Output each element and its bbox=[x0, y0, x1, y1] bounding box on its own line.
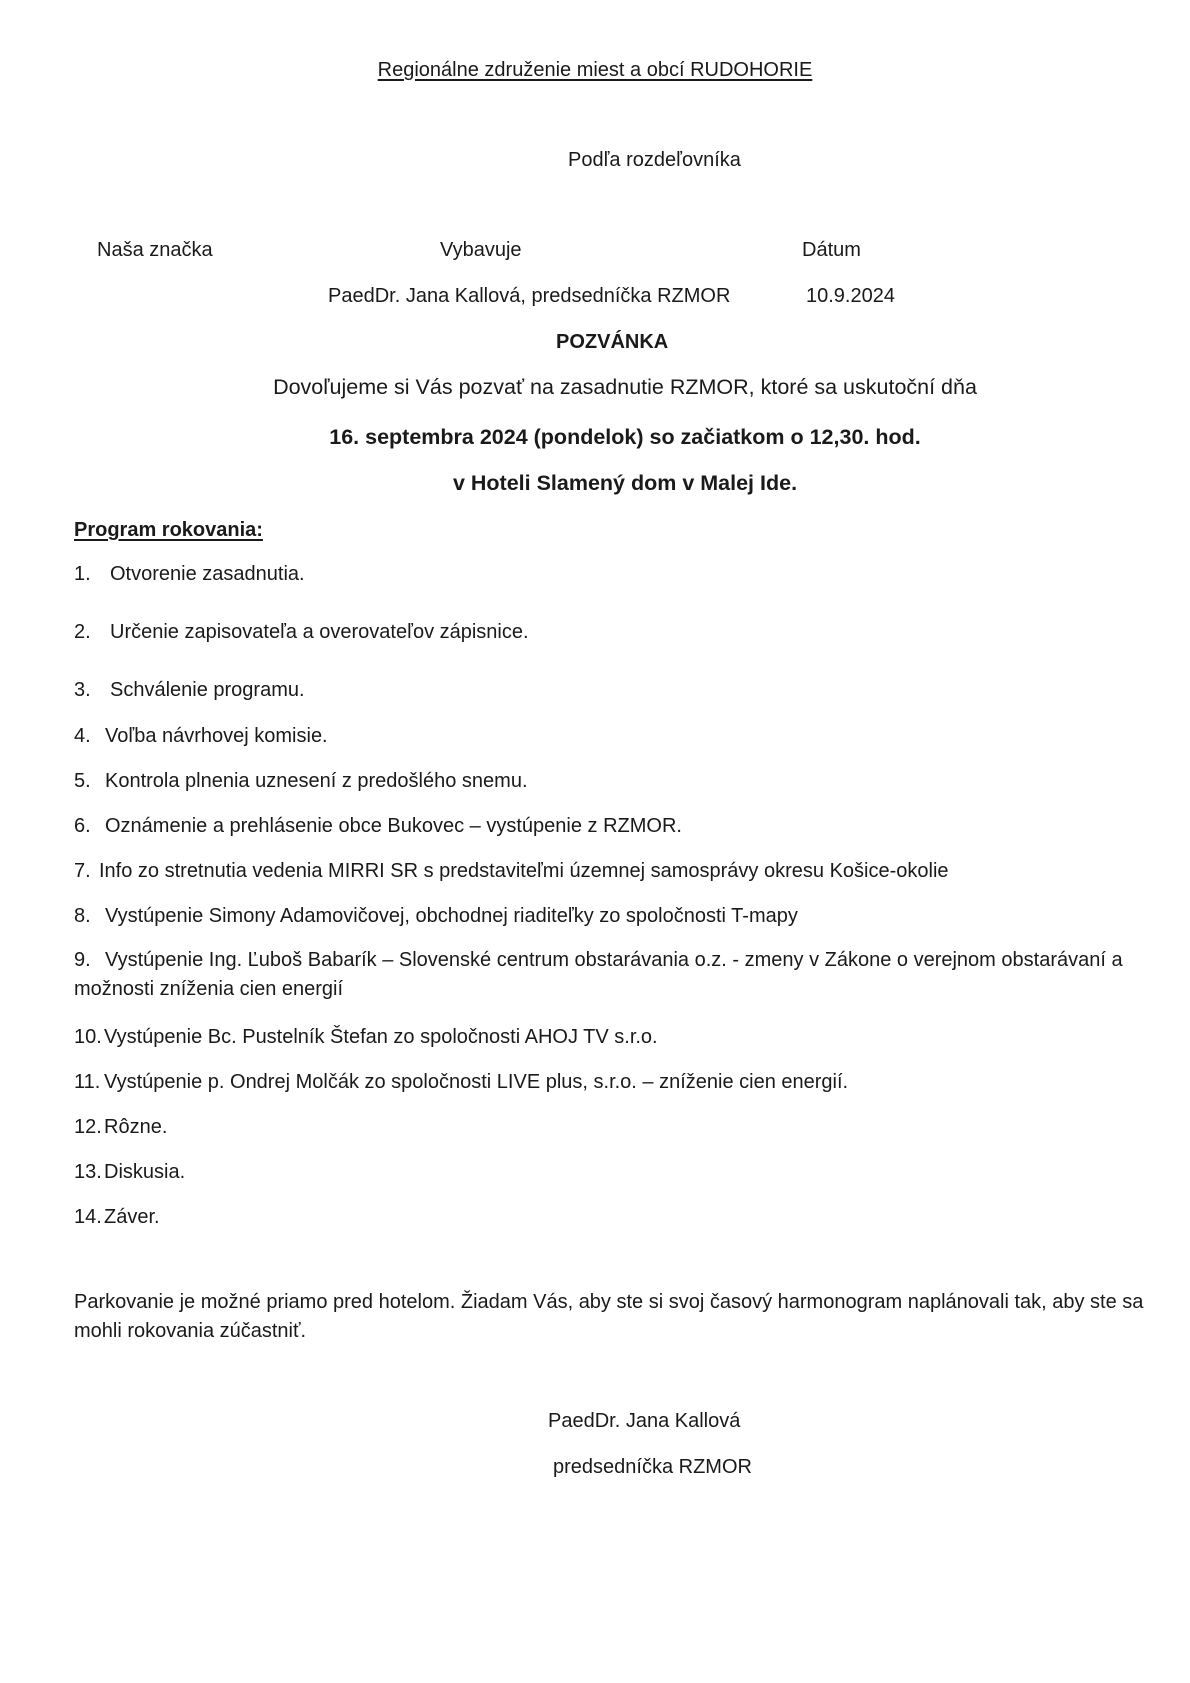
list-item-text: Záver. bbox=[104, 1206, 160, 1228]
list-item bbox=[74, 814, 682, 838]
parking-note: Parkovanie je možné priamo pred hotelom. Žiadam Vás, aby ste si svoj časový harmonogram naplánovali tak, aby ste sa mohli rokovania zúčastniť. bbox=[74, 1291, 1144, 1342]
list-item-number: 11. bbox=[74, 1071, 101, 1093]
list-item bbox=[74, 1160, 185, 1184]
list-item-text: Otvorenie zasadnutia. bbox=[110, 563, 305, 585]
list-item bbox=[74, 562, 305, 586]
list-item-text: Oznámenie a prehlásenie obce Bukovec – vystúpenie z RZMOR. bbox=[105, 815, 682, 837]
list-item-number: 14. bbox=[74, 1206, 102, 1228]
handler-label: Vybavuje bbox=[440, 239, 522, 261]
list-item-text: Určenie zapisovateľa a overovateľov zápisnice. bbox=[110, 621, 529, 643]
program-title: Program rokovania: bbox=[74, 519, 263, 541]
list-item-text: Vystúpenie Ing. Ľuboš Babarík – Slovenské centrum obstarávania o.z. - zmeny v Zákone o verejnom obstarávaní a možnosti zníženia cien energií bbox=[74, 949, 1123, 1000]
date-value: 10.9.2024 bbox=[806, 285, 895, 307]
organization-heading: Regionálne združenie miest a obcí RUDOHORIE bbox=[377, 59, 813, 81]
list-item-text: Rôzne. bbox=[104, 1116, 168, 1138]
list-item-number: 8. bbox=[74, 905, 91, 927]
list-item bbox=[74, 620, 529, 644]
list-item-number: 13. bbox=[74, 1161, 102, 1183]
list-item bbox=[74, 946, 1164, 1004]
list-item-number: 3. bbox=[74, 679, 91, 701]
list-item-text: Vystúpenie p. Ondrej Molčák zo spoločnosti LIVE plus, s.r.o. – zníženie cien energií. bbox=[104, 1071, 849, 1093]
list-item bbox=[74, 1205, 160, 1229]
invitation-place: v Hoteli Slamený dom v Malej Ide. bbox=[452, 471, 798, 495]
list-item bbox=[74, 678, 305, 702]
list-item-number: 1. bbox=[74, 563, 91, 585]
list-item bbox=[74, 724, 328, 748]
list-item-number: 7. bbox=[74, 860, 91, 882]
list-item-text: Kontrola plnenia uznesení z predošlého snemu. bbox=[105, 770, 528, 792]
handler-value: PaedDr. Jana Kallová, predsedníčka RZMOR bbox=[328, 285, 731, 307]
signature-name: PaedDr. Jana Kallová bbox=[548, 1410, 741, 1432]
invitation-intro: Dovoľujeme si Vás pozvať na zasadnutie RZMOR, ktoré sa uskutoční dňa bbox=[273, 375, 977, 399]
recipient-line: Podľa rozdeľovníka bbox=[568, 149, 741, 171]
list-item-text: Diskusia. bbox=[104, 1161, 186, 1183]
list-item-number: 4. bbox=[74, 725, 91, 747]
list-item-number: 5. bbox=[74, 770, 91, 792]
list-item-number: 10. bbox=[74, 1026, 102, 1048]
list-item bbox=[74, 1025, 658, 1049]
list-item bbox=[74, 1070, 848, 1094]
list-item-number: 2. bbox=[74, 621, 91, 643]
list-item-text: Info zo stretnutia vedenia MIRRI SR s predstaviteľmi územnej samosprávy okresu Košice-okolie bbox=[99, 860, 949, 882]
list-item-text: Voľba návrhovej komisie. bbox=[105, 725, 328, 747]
list-item-number: 9. bbox=[74, 949, 91, 971]
list-item-text: Schválenie programu. bbox=[110, 679, 305, 701]
list-item bbox=[74, 859, 949, 883]
ref-label: Naša značka bbox=[97, 239, 213, 261]
list-item bbox=[74, 904, 798, 928]
list-item bbox=[74, 769, 528, 793]
invitation-title: POZVÁNKA bbox=[556, 331, 669, 353]
date-label: Dátum bbox=[802, 239, 861, 261]
invitation-datetime: 16. septembra 2024 (pondelok) so začiatkom o 12,30. hod. bbox=[329, 425, 921, 449]
list-item-number: 6. bbox=[74, 815, 91, 837]
list-item-text: Vystúpenie Simony Adamovičovej, obchodnej riaditeľky zo spoločnosti T-mapy bbox=[105, 905, 798, 927]
signature-role: predsedníčka RZMOR bbox=[553, 1456, 752, 1478]
list-item bbox=[74, 1115, 167, 1139]
list-item-text: Vystúpenie Bc. Pustelník Štefan zo spoločnosti AHOJ TV s.r.o. bbox=[104, 1026, 658, 1048]
list-item-number: 12. bbox=[74, 1116, 102, 1138]
